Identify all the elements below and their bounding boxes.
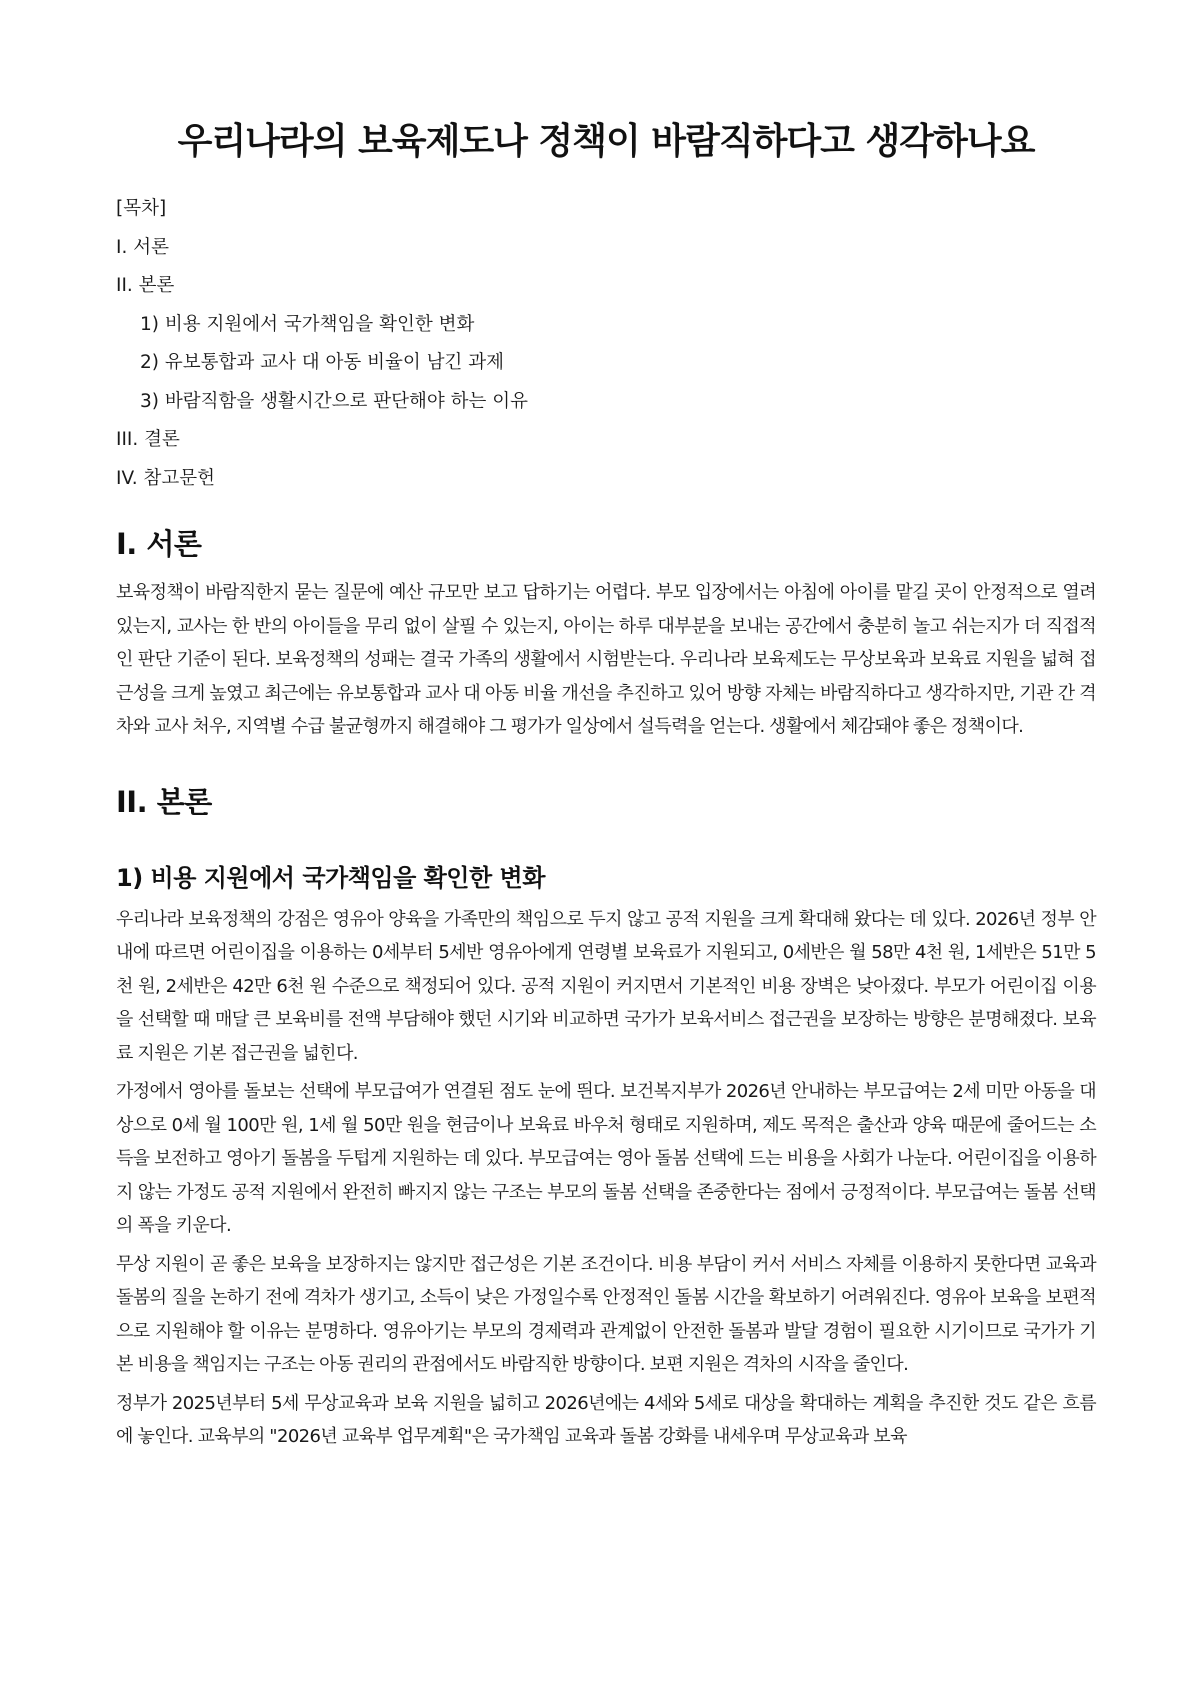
body-paragraph: 무상 지원이 곧 좋은 보육을 보장하지는 않지만 접근성은 기본 조건이다. 비용 부담이 커서 서비스 자체를 이용하지 못한다면 교육과 돌봄의 질을 논하기 전에 격차가 생기고, 소득이 낮은 가정일수록 안정적인 돌봄 시간을 확보하기 어려워진다. 영유아 보육을 보편적으로 지원해야 할 이유는 분명하다. 영유아기는 부모의 경제력과 관계없이 안전한 돌봄과 발달 경험이 필요한 시기이므로 국가가 기본 비용을 책임지는 구조는 아동 권리의 관점에서도 바람직한 방향이다. 보편 지원은 격차의 시작을 줄인다. [116,1253,1096,1375]
section-heading-body: II. 본론 [116,784,212,819]
toc-item-body: II. 본론 [116,275,175,296]
subsection-heading-1: 1) 비용 지원에서 국가책임을 확인한 변화 [116,863,545,892]
toc-item-body-3: 3) 바람직함을 생활시간으로 판단해야 하는 이유 [140,390,528,412]
intro-paragraph: 보육정책이 바람직한지 묻는 질문에 예산 규모만 보고 답하기는 어렵다. 부모 입장에서는 아침에 아이를 맡길 곳이 안정적으로 열려 있는지, 교사는 한 반의 아이들을 무리 없이 살필 수 있는지, 아이는 하루 대부분을 보내는 공간에서 충분히 놀고 쉬는지가 더 직접적인 판단 기준이 된다. 보육정책의 성패는 결국 가족의 생활에서 시험받는다. 우리나라 보육제도는 무상보육과 보육료 지원을 넓혀 접근성을 크게 높였고 최근에는 유보통합과 교사 대 아동 비율 개선을 추진하고 있어 방향 자체는 바람직하다고 생각하지만, 기관 간 격차와 교사 처우, 지역별 수급 불균형까지 해결해야 그 평가가 일상에서 설득력을 얻는다. 생활에서 체감돼야 좋은 정책이다. [116,582,1096,737]
body-paragraph: 가정에서 영아를 돌보는 선택에 부모급여가 연결된 점도 눈에 띈다. 보건복지부가 2026년 안내하는 부모급여는 2세 미만 아동을 대상으로 0세 월 100만 원, 1세 월 50만 원을 현금이나 보육료 바우처 형태로 지원하며, 제도 목적은 출산과 양육 때문에 줄어드는 소득을 보전하고 영아기 돌봄을 두텁게 지원하는 데 있다. 부모급여는 영아 돌봄 선택에 드는 비용을 사회가 나눈다. 어린이집을 이용하지 않는 가정도 공적 지원에서 완전히 빠지지 않는 구조는 부모의 돌봄 선택을 존중한다는 점에서 긍정적이다. 부모급여는 돌봄 선택의 폭을 키운다. [116,1081,1096,1236]
section-heading-intro: I. 서론 [116,527,202,561]
table-of-contents [116,190,1096,498]
toc-item-intro: I. 서론 [116,236,169,258]
body-paragraph: 우리나라 보육정책의 강점은 영유아 양육을 가족만의 책임으로 두지 않고 공적 지원을 크게 확대해 왔다는 데 있다. 2026년 정부 안내에 따르면 어린이집을 이용하는 0세부터 5세반 영유아에게 연령별 보육료가 지원되고, 0세반은 월 58만 4천 원, 1세반은 51만 5천 원, 2세반은 42만 6천 원 수준으로 책정되어 있다. 공적 지원이 커지면서 기본적인 비용 장벽은 낮아졌다. 부모가 어린이집 이용을 선택할 때 매달 큰 보육비를 전액 부담해야 했던 시기와 비교하면 국가가 보육서비스 접근권을 보장하는 방향은 분명해졌다. 보육료 지원은 기본 접근권을 넓힌다. [116,908,1096,1064]
toc-item-body-2: 2) 유보통합과 교사 대 아동 비율이 남긴 과제 [140,352,504,373]
toc-item-references: IV. 참고문헌 [116,467,215,489]
document-title: 우리나라의 보육제도나 정책이 바람직하다고 생각하나요 [177,121,1035,162]
toc-item-conclusion: III. 결론 [116,429,180,450]
toc-heading: [목차] [116,198,167,219]
body-paragraph: 정부가 2025년부터 5세 무상교육과 보육 지원을 넓히고 2026년에는 4세와 5세로 대상을 확대하는 계획을 추진한 것도 같은 흐름에 놓인다. 교육부의 "2026년 교육부 업무계획"은 국가책임 교육과 돌봄 강화를 내세우며 무상교육과 보육 [116,1392,1096,1447]
toc-item-body-1: 1) 비용 지원에서 국가책임을 확인한 변화 [140,313,475,335]
